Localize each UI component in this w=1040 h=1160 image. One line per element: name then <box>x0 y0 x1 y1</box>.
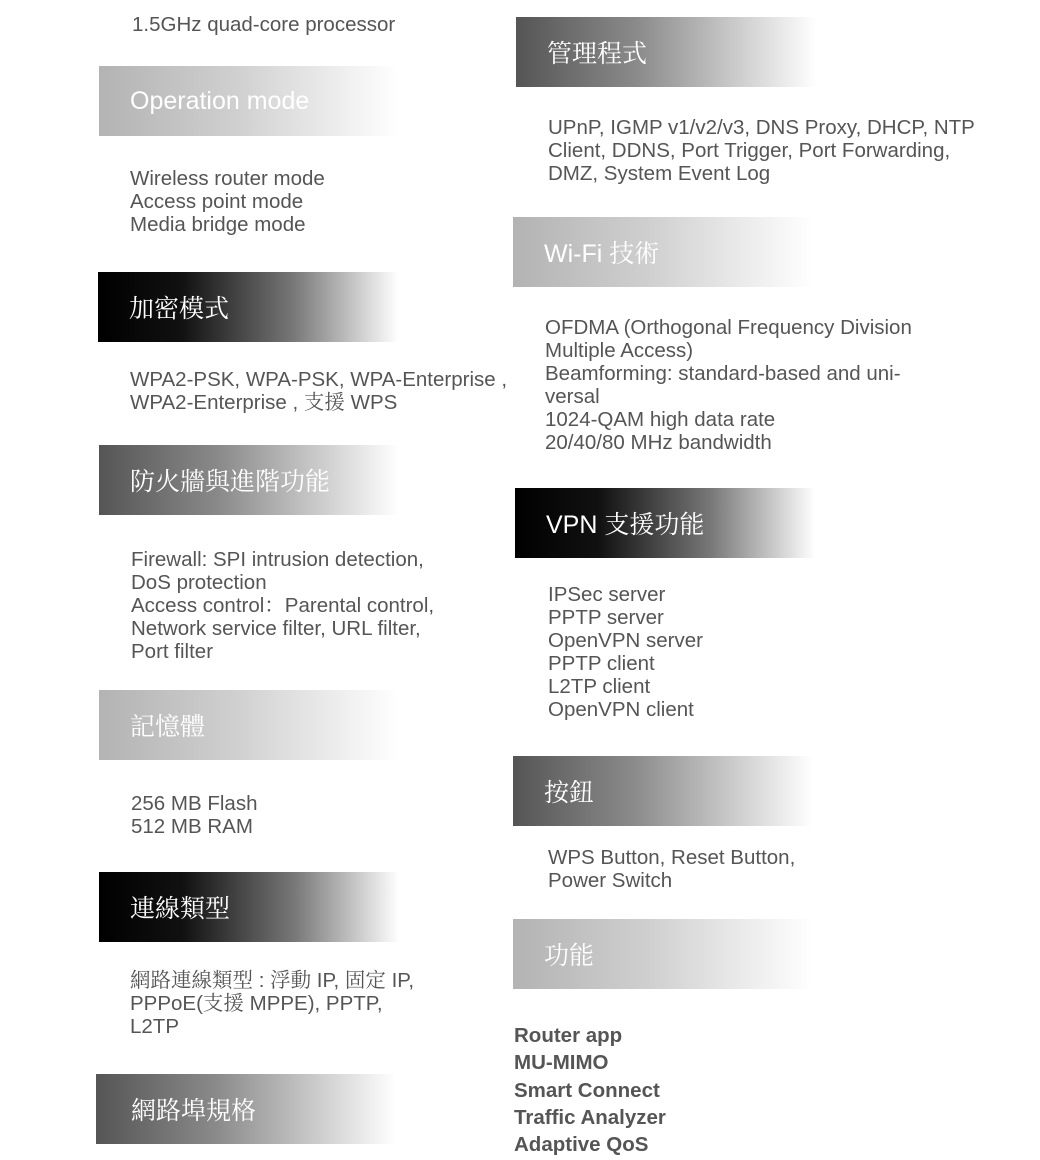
list-item: Firewall: SPI intrusion detection, <box>131 548 424 571</box>
buttons-list <box>548 846 795 892</box>
list-item: L2TP <box>130 1015 179 1038</box>
management-header <box>516 17 816 87</box>
list-item: 256 MB Flash <box>131 792 258 815</box>
ports-title: 網路埠規格 <box>131 1097 257 1125</box>
operation-mode-header <box>99 66 399 136</box>
buttons-title: 按鈕 <box>544 779 595 807</box>
vpn-title: VPN 支援功能 <box>546 511 705 539</box>
list-item: WPA2-Enterprise , 支援 WPS <box>130 391 398 414</box>
operation-mode-title: Operation mode <box>130 86 310 115</box>
list-item: IPSec server <box>548 583 666 606</box>
firewall-list <box>131 548 434 663</box>
list-item: Beamforming: standard-based and uni- <box>545 362 901 385</box>
list-item: Smart Connect <box>514 1078 660 1102</box>
list-item: Power Switch <box>548 869 673 892</box>
list-item: Access control：Parental control, <box>131 594 435 617</box>
memory-header <box>99 690 399 760</box>
list-item: OpenVPN server <box>548 629 703 652</box>
list-item: Media bridge mode <box>130 213 306 236</box>
list-item: Port filter <box>131 640 214 663</box>
list-item: Adaptive QoS <box>514 1133 649 1157</box>
cpu-spec-line: 1.5GHz quad-core processor <box>132 13 396 36</box>
encryption-header <box>98 272 398 342</box>
features-list <box>514 1022 666 1158</box>
connection-type-title: 連線類型 <box>130 895 231 923</box>
wifi-list <box>545 316 912 454</box>
list-item: PPTP client <box>548 652 655 675</box>
operation-mode-list <box>130 167 325 236</box>
list-item: OFDMA (Orthogonal Frequency Division <box>545 316 912 339</box>
list-item: versal <box>545 385 600 408</box>
management-title: 管理程式 <box>547 40 648 68</box>
list-item: 512 MB RAM <box>131 815 253 838</box>
list-item: 網路連線類型 : 浮動 IP, 固定 IP, <box>130 969 415 992</box>
list-item: Multiple Access) <box>545 339 694 362</box>
wifi-title: Wi-Fi 技術 <box>544 240 660 268</box>
firewall-header <box>99 445 399 515</box>
list-item: MU-MIMO <box>514 1051 609 1075</box>
list-item: UPnP, IGMP v1/v2/v3, DNS Proxy, DHCP, NTP <box>548 116 975 139</box>
vpn-list <box>548 583 703 721</box>
list-item: PPPoE(支援 MPPE), PPTP, <box>130 992 383 1015</box>
vpn-header <box>515 488 815 558</box>
list-item: DoS protection <box>131 571 267 594</box>
memory-title: 記憶體 <box>130 713 206 741</box>
encryption-title: 加密模式 <box>129 295 230 323</box>
features-title: 功能 <box>544 942 595 970</box>
list-item: WPA2-PSK, WPA-PSK, WPA-Enterprise , <box>130 368 508 391</box>
list-item: OpenVPN client <box>548 698 694 721</box>
ports-header <box>96 1074 396 1144</box>
list-item: L2TP client <box>548 675 651 698</box>
firewall-title: 防火牆與進階功能 <box>130 468 331 496</box>
wifi-header <box>513 217 813 287</box>
list-item: PPTP server <box>548 606 664 629</box>
cpu-spec-text <box>132 13 395 36</box>
list-item: 1024-QAM high data rate <box>545 408 776 431</box>
buttons-header <box>513 756 813 826</box>
management-list <box>548 116 975 185</box>
list-item: Wireless router mode <box>130 167 325 190</box>
list-item: Access point mode <box>130 190 304 213</box>
encryption-list <box>130 368 507 414</box>
list-item: DMZ, System Event Log <box>548 162 771 185</box>
list-item: Client, DDNS, Port Trigger, Port Forwarding, <box>548 139 951 162</box>
list-item: Router app <box>514 1024 623 1047</box>
connection-type-header <box>99 872 399 942</box>
connection-type-list <box>130 969 414 1038</box>
memory-list <box>131 792 257 838</box>
list-item: 20/40/80 MHz bandwidth <box>545 431 772 454</box>
list-item: Traffic Analyzer <box>514 1105 666 1129</box>
features-header <box>513 919 813 989</box>
list-item: WPS Button, Reset Button, <box>548 846 796 869</box>
list-item: Network service filter, URL filter, <box>131 617 421 640</box>
